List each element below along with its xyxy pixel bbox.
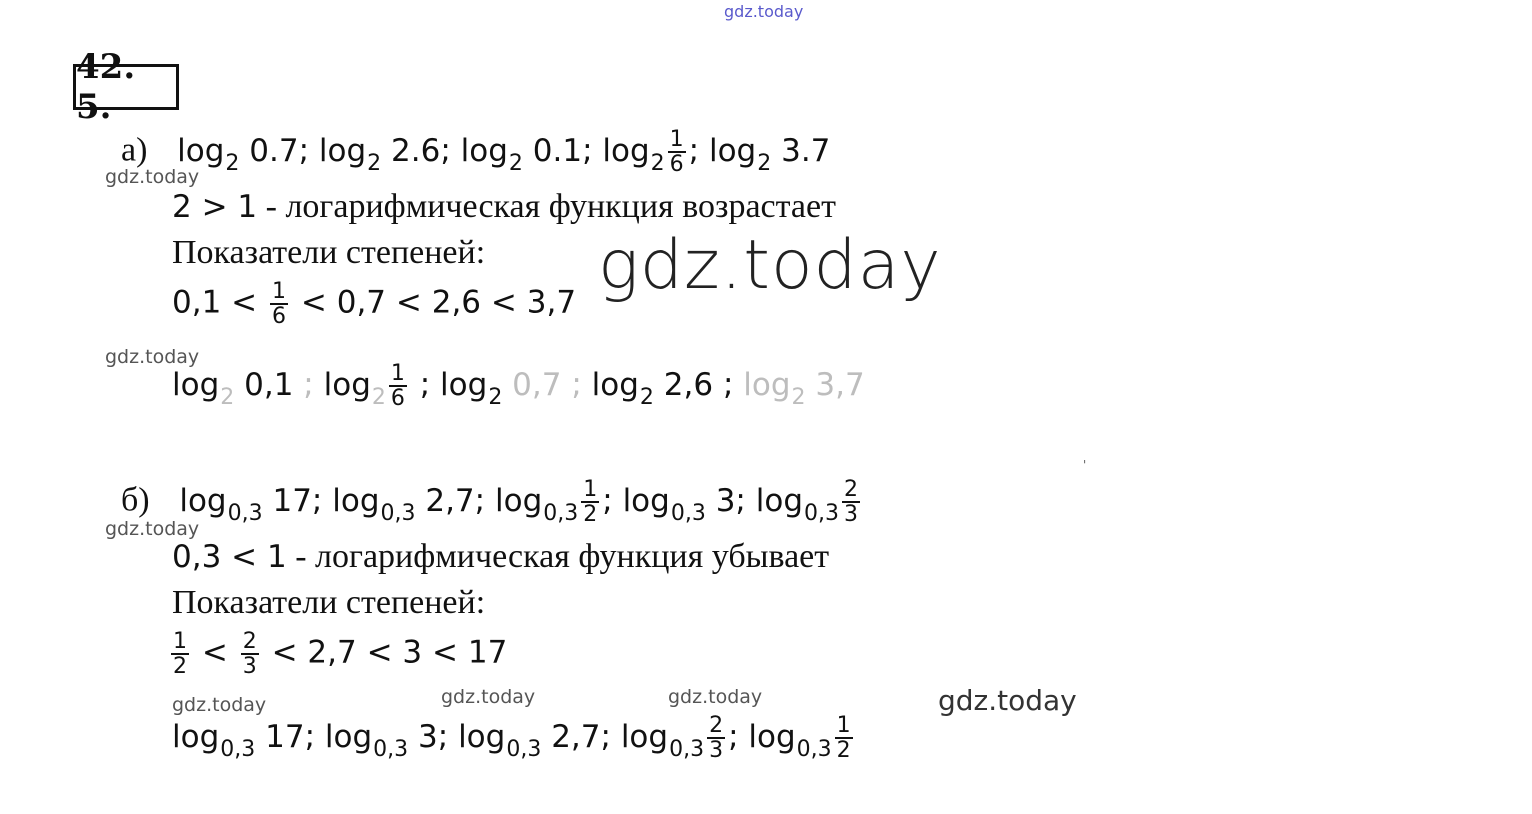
log-term: $\log_2 0,1$ bbox=[172, 366, 294, 410]
fraction: $\frac{2}{3}$ bbox=[242, 629, 257, 680]
log-term: $\log_2 3,7$ bbox=[743, 366, 865, 410]
watermark: gdz.today bbox=[172, 694, 267, 716]
log-term: $\log_2$ $\frac{1}{6}$ bbox=[323, 361, 405, 412]
problem-number: 42. 5. bbox=[73, 64, 179, 110]
watermark: gdz.today bbox=[938, 684, 1077, 717]
part-a-order: 0,1 < $\frac{1}{6}$ < 0,7 < 2,6 < 3,7 bbox=[172, 279, 577, 330]
log-term: $\log_{0,3}$ $\frac{2}{3}$ bbox=[620, 713, 724, 764]
watermark: gdz.today bbox=[105, 518, 200, 540]
watermark-large: gdz.today bbox=[598, 226, 942, 305]
watermark: gdz.today bbox=[668, 686, 763, 708]
fraction: $\frac{1}{6}$ bbox=[272, 279, 287, 330]
log-term: $\log_2 0.7$ bbox=[177, 132, 299, 176]
watermark: gdz.today bbox=[105, 346, 200, 368]
part-a-exponents-heading: Показатели степеней: bbox=[172, 234, 486, 271]
part-b-condition: 0,3 < 1 - логарифмическая функция убывает bbox=[172, 538, 830, 575]
part-a-label: а) bbox=[121, 131, 148, 169]
log-term: $\log_{0,3}$ $\frac{2}{3}$ bbox=[755, 477, 858, 528]
part-a-condition: 2 > 1 - логарифмическая функция возрастает bbox=[172, 188, 836, 225]
part-b-given: б) $\log_{0,3} 17$; $\log_{0,3} 2,7$; $\log_{0,3}$ $\frac{1}{2}$ ; $\log_{0,3} 3$; $\log_{0,3}$ $\frac{2}{3}$ bbox=[121, 478, 863, 526]
fraction: $\frac{1}{2}$ bbox=[836, 713, 851, 764]
stray-mark: ' bbox=[1083, 458, 1087, 472]
log-term: $\log_2 0.1$ bbox=[460, 132, 583, 176]
log-term: $\log_{0,3}$ $\frac{1}{2}$ bbox=[748, 713, 851, 764]
log-term: $\log_2 3.7$ bbox=[708, 132, 831, 176]
part-b-order: $\frac{1}{2}$ < $\frac{2}{3}$ < 2,7 < 3 < 17 bbox=[173, 629, 508, 680]
log-term: $\log_{0,3} 2,7$ bbox=[332, 482, 475, 526]
fraction: $\frac{2}{3}$ bbox=[709, 713, 724, 764]
log-term: $\log_2 0,7$ bbox=[440, 366, 562, 410]
part-b-answer: $\log_{0,3} 17$; $\log_{0,3} 3$; $\log_{0,3} 2,7$; $\log_{0,3}$ $\frac{2}{3}$ ; $\log_{0,3}$ $\frac{1}{2}$ bbox=[172, 714, 856, 762]
part-b-label: б) bbox=[121, 481, 150, 519]
fraction: $\frac{1}{2}$ bbox=[583, 477, 598, 528]
log-term: $\log_{0,3} 3$ bbox=[622, 482, 736, 526]
log-term: $\log_{0,3}$ $\frac{1}{2}$ bbox=[494, 477, 598, 528]
fraction: $\frac{1}{6}$ bbox=[390, 361, 405, 412]
part-a-answer: $\log_2 0,1$ ; $\log_2$ $\frac{1}{6}$ ; $\log_2 0,7$ ; $\log_2 2,6$ ; $\log_2 3,7$ bbox=[172, 361, 865, 412]
log-term: $\log_{0,3} 17$ bbox=[179, 482, 312, 526]
watermark-top: gdz.today bbox=[724, 2, 804, 21]
part-b-exponents-heading: Показатели степеней: bbox=[172, 584, 486, 621]
fraction: $\frac{1}{2}$ bbox=[173, 629, 187, 680]
fraction: $\frac{1}{6}$ bbox=[669, 127, 684, 178]
watermark: gdz.today bbox=[105, 166, 200, 188]
fraction: $\frac{2}{3}$ bbox=[844, 477, 858, 528]
log-term: $\log_{0,3} 2,7$ bbox=[458, 718, 601, 762]
log-term: $\log_2 2.6$ bbox=[318, 132, 441, 176]
log-term: $\log_{0,3} 3$ bbox=[324, 718, 438, 762]
log-term: $\log_2 2,6$ bbox=[591, 366, 714, 410]
log-term: $\log_2$ $\frac{1}{6}$ bbox=[602, 127, 684, 178]
part-a-given: а) $\log_2 0.7$; $\log_2 2.6$; $\log_2 0.1$; $\log_2$ $\frac{1}{6}$ ; $\log_2 3.7$ bbox=[121, 127, 831, 178]
log-term: $\log_{0,3} 17$ bbox=[172, 718, 305, 762]
watermark: gdz.today bbox=[441, 686, 536, 708]
